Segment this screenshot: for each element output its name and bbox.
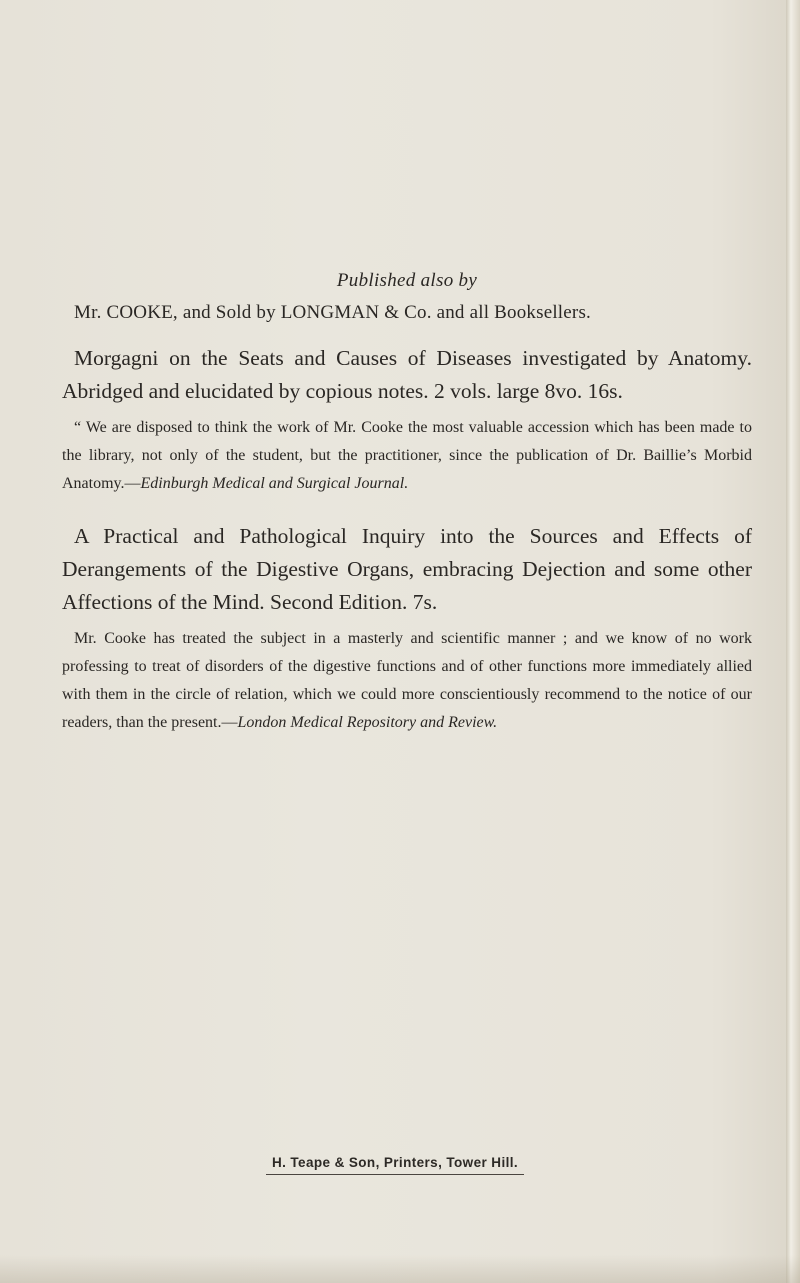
published-also-by-heading: Published also by: [336, 270, 478, 291]
entry-review: [62, 414, 752, 498]
printer-imprint: H. Teape & Son, Printers, Tower Hill.: [266, 1155, 524, 1175]
page-edge: [786, 0, 800, 1283]
review-source: London Medical Repository and Review.: [237, 714, 498, 731]
entry-digestive-organs: [62, 520, 752, 737]
review-text: Mr. Cooke has treated the subject in a masterly and scientific manner ; and we know of no work professing to treat of disorders of the digestive functions and of other functions more immediately allied with them in the circle of relation, which we could more conscientiously recommend to the notice of our readers, than the present.—: [62, 630, 752, 731]
review-text: “ We are disposed to think the work of Mr. Cooke the most valuable accession which has been made to the library, not only of the student, but the practitioner, since the publication of Dr. Baillie’s Morbid Anatomy.—: [62, 419, 752, 492]
printer-footer: [0, 1154, 790, 1175]
review-source: Edinburgh Medical and Surgical Journal.: [140, 475, 409, 492]
entry-spacer: [62, 498, 752, 520]
entry-title: A Practical and Pathological Inquiry into the Sources and Effects of Derangements of the Digestive Organs, embracing Dejection and some other Affections of the Mind. Second Edition. 7s.: [62, 524, 752, 614]
entry-review: [62, 625, 752, 737]
page-bottom-shadow: [0, 1255, 800, 1283]
entry-title: Morgagni on the Seats and Causes of Diseases investigated by Anatomy. Abridged and elucidated by copious notes. 2 vols. large 8vo. 16s.: [62, 346, 752, 403]
advertisement-content: [62, 270, 752, 737]
publisher-line: Mr. COOKE, and Sold by LONGMAN & Co. and all Booksellers.: [74, 302, 591, 323]
entry-morgagni: [62, 342, 752, 498]
